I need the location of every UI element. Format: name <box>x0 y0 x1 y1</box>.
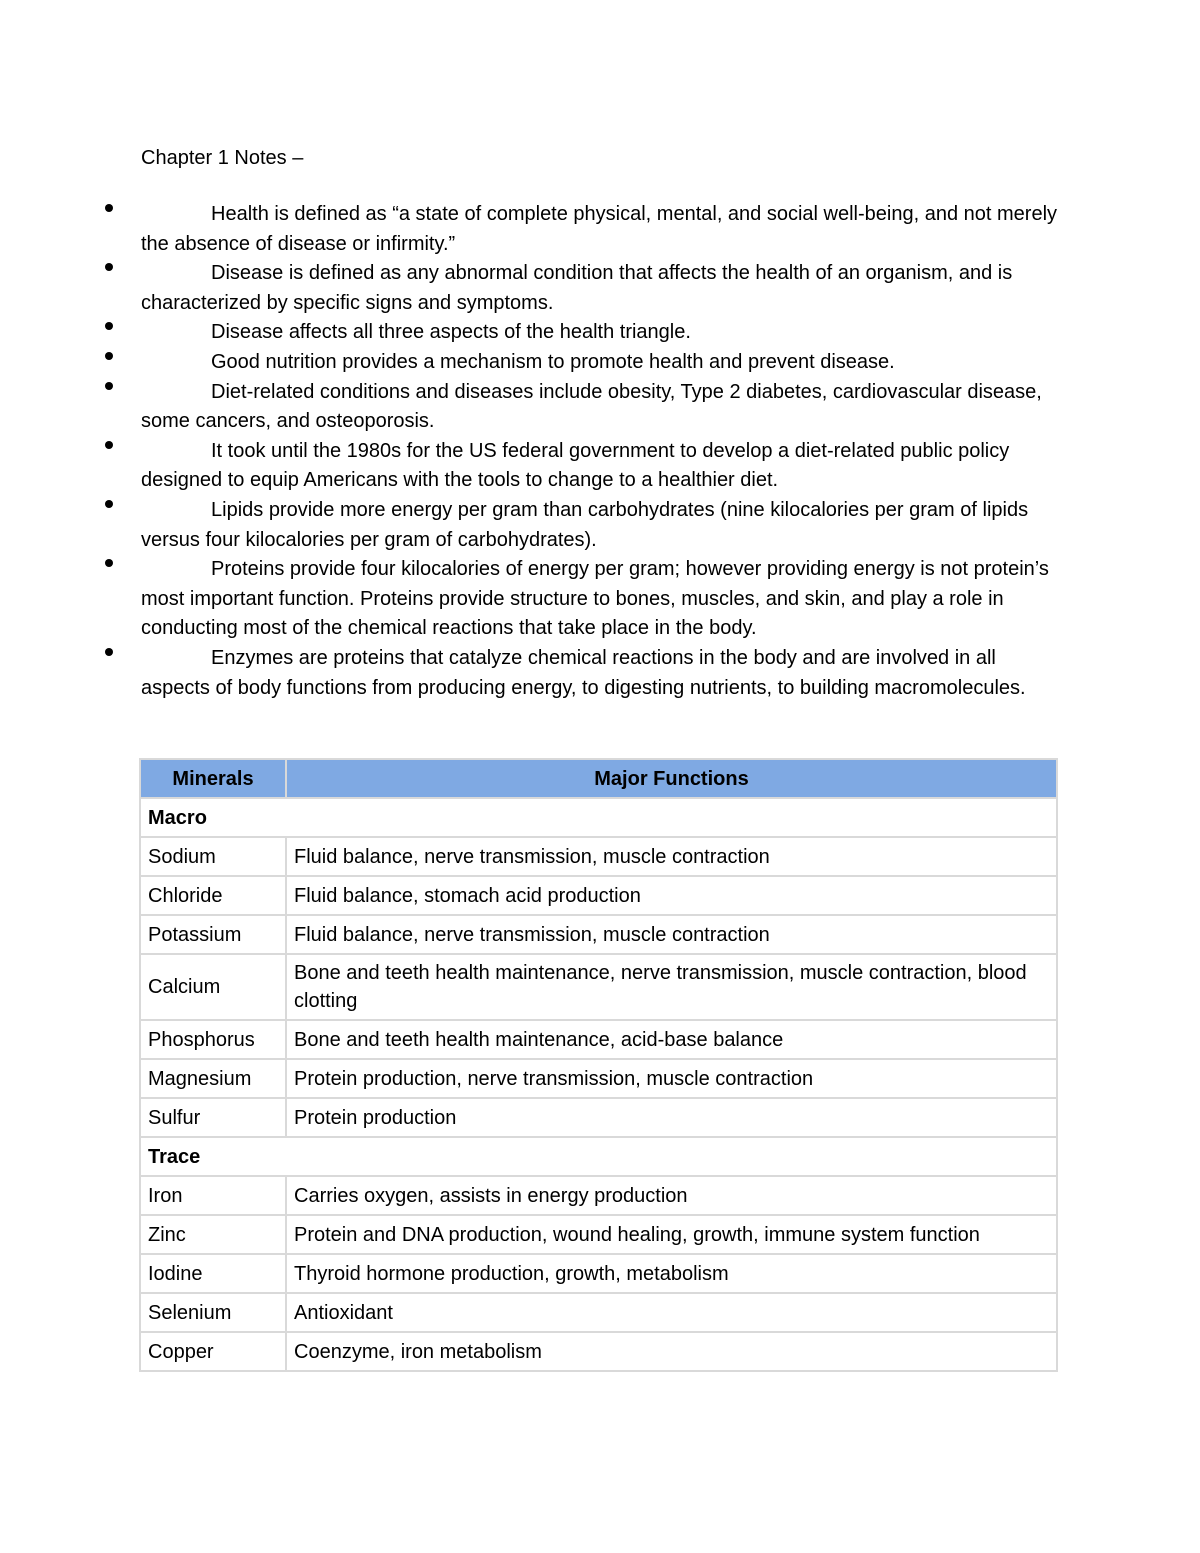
mineral-function: Protein production <box>287 1099 1056 1136</box>
note-text: Good nutrition provides a mechanism to promote health and prevent disease. <box>211 350 895 373</box>
table-row <box>141 916 1056 953</box>
header-major-functions: Major Functions <box>287 760 1056 797</box>
bullet-icon <box>105 648 113 656</box>
note-text: Disease affects all three aspects of the health triangle. <box>211 321 691 344</box>
table-row <box>141 955 1056 1019</box>
mineral-name: Iron <box>141 1177 285 1214</box>
bullet-icon <box>105 500 113 508</box>
mineral-name: Magnesium <box>141 1060 285 1097</box>
note-text: Lipids provide more energy per gram than carbohydrates (nine kilocalories per gram of lipids versus four kilocalories per gram of carbohydrates). <box>141 498 1029 551</box>
mineral-function: Protein and DNA production, wound healing, growth, immune system function <box>287 1216 1056 1253</box>
mineral-function: Thyroid hormone production, growth, metabolism <box>287 1255 1056 1292</box>
mineral-name: Sulfur <box>141 1099 285 1136</box>
bullet-icon <box>105 263 113 271</box>
mineral-function: Fluid balance, nerve transmission, muscle contraction <box>287 916 1056 953</box>
mineral-function: Fluid balance, stomach acid production <box>287 877 1056 914</box>
table-row <box>141 1216 1056 1253</box>
note-item <box>141 348 1057 378</box>
section-label-trace: Trace <box>141 1138 1056 1175</box>
mineral-name: Sodium <box>141 838 285 875</box>
note-item <box>141 437 1057 496</box>
table-row <box>141 1060 1056 1097</box>
section-row-macro <box>141 799 1056 836</box>
bullet-icon <box>105 441 113 449</box>
note-item <box>141 200 1057 259</box>
table-header-row <box>141 760 1056 797</box>
table-row <box>141 1021 1056 1058</box>
mineral-name: Copper <box>141 1333 285 1370</box>
note-text: Health is defined as “a state of complete physical, mental, and social well-being, and not merely the absence of disease or infirmity.” <box>141 203 1058 255</box>
mineral-name: Phosphorus <box>141 1021 285 1058</box>
note-item <box>141 555 1057 644</box>
notes-list <box>141 200 1057 703</box>
bullet-icon <box>105 322 113 330</box>
mineral-function: Antioxidant <box>287 1294 1056 1331</box>
bullet-icon <box>105 559 113 567</box>
mineral-name: Chloride <box>141 877 285 914</box>
header-minerals: Minerals <box>141 760 285 797</box>
table-row <box>141 1294 1056 1331</box>
note-item <box>141 259 1057 318</box>
note-text: It took until the 1980s for the US federal government to develop a diet-related public policy designed to equip Americans with the tools to change to a healthier diet. <box>141 439 1010 492</box>
mineral-name: Zinc <box>141 1216 285 1253</box>
note-item <box>141 378 1057 437</box>
mineral-function: Protein production, nerve transmission, muscle contraction <box>287 1060 1056 1097</box>
mineral-function: Bone and teeth health maintenance, acid-base balance <box>287 1021 1056 1058</box>
note-text: Proteins provide four kilocalories of energy per gram; however providing energy is not protein’s most important function. Proteins provide structure to bones, muscles, and skin, and play a role in conducting most of the chemical reactions that take place in the body. <box>141 558 1049 640</box>
table-row <box>141 838 1056 875</box>
section-row-trace <box>141 1138 1056 1175</box>
mineral-function: Bone and teeth health maintenance, nerve transmission, muscle contraction, blood clotting <box>287 955 1056 1019</box>
mineral-name: Iodine <box>141 1255 285 1292</box>
table-row <box>141 1177 1056 1214</box>
section-label-macro: Macro <box>141 799 1056 836</box>
table-row <box>141 1099 1056 1136</box>
table-row <box>141 1333 1056 1370</box>
note-item <box>141 496 1057 555</box>
mineral-name: Calcium <box>141 955 285 1019</box>
mineral-function: Coenzyme, iron metabolism <box>287 1333 1056 1370</box>
note-text: Disease is defined as any abnormal condition that affects the health of an organism, and is characterized by specific signs and symptoms. <box>141 262 1013 314</box>
note-item <box>141 644 1057 703</box>
bullet-icon <box>105 352 113 360</box>
mineral-function: Fluid balance, nerve transmission, muscle contraction <box>287 838 1056 875</box>
page-title: Chapter 1 Notes – <box>141 147 304 169</box>
note-item <box>141 318 1057 348</box>
minerals-table <box>139 758 1058 1372</box>
note-text: Diet-related conditions and diseases include obesity, Type 2 diabetes, cardiovascular disease, some cancers, and osteoporosis. <box>141 380 1042 433</box>
mineral-name: Selenium <box>141 1294 285 1331</box>
bullet-icon <box>105 382 113 390</box>
mineral-function: Carries oxygen, assists in energy production <box>287 1177 1056 1214</box>
mineral-name: Potassium <box>141 916 285 953</box>
table-row <box>141 1255 1056 1292</box>
note-text: Enzymes are proteins that catalyze chemical reactions in the body and are involved in all aspects of body functions from producing energy, to digesting nutrients, to building macromolecules. <box>141 646 1026 699</box>
bullet-icon <box>105 204 113 212</box>
table-row <box>141 877 1056 914</box>
